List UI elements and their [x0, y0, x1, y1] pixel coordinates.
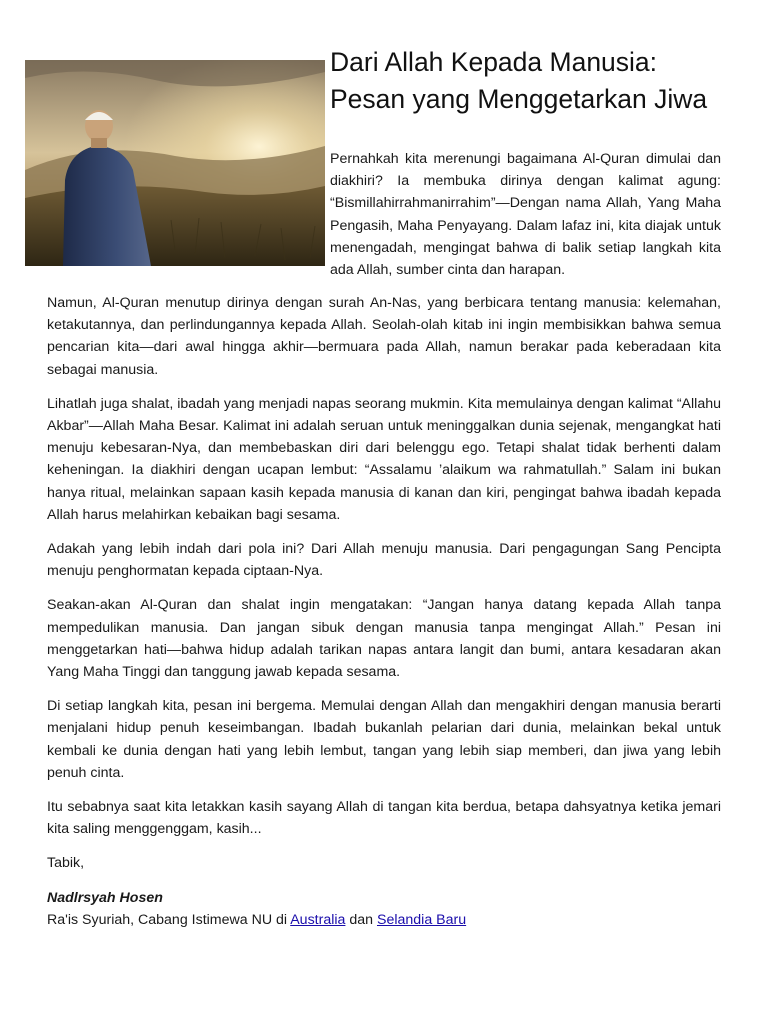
- paragraph-3: Adakah yang lebih indah dari pola ini? Dari Allah menuju manusia. Dari pengagungan Sang Pencipta menuju penghormatan kepada ciptaan-Nya.: [47, 541, 721, 580]
- photo-illustration: [25, 60, 325, 266]
- link-selandia-baru[interactable]: Selandia Baru: [376, 911, 467, 928]
- role-mid: dan: [345, 911, 377, 928]
- paragraph-5: Di setiap langkah kita, pesan ini bergema. Memulai dengan Allah dan mengakhiri dengan manusia berarti menjalani hidup penuh keseimbangan. Ibadah bukanlah pelarian dari dunia, melainkan bekal untuk kembali ke dunia dengan hati yang lebih lembut, tangan yang lebih siap memberi, dan jiwa yang lebih penuh cinta.: [47, 698, 721, 781]
- paragraph-1: Namun, Al-Quran menutup dirinya dengan surah An-Nas, yang berbicara tentang manusia: kelemahan, ketakutannya, dan perlindungannya kepada Allah. Seolah-olah kitab ini ingin membisikkan bahwa semua pencarian kita—dari awal hingga akhir—bermuara pada Allah, namun berakar pada keberadaan kita sebagai manusia.: [47, 295, 721, 378]
- article-title: [330, 44, 750, 118]
- title-line-1: Dari Allah Kepada Manusia:: [330, 47, 658, 77]
- man-praying-at-sunset-photo: [25, 60, 325, 266]
- link-australia[interactable]: Australia: [290, 911, 346, 928]
- role-prefix: Ra'is Syuriah, Cabang Istimewa NU di: [47, 911, 291, 928]
- title-line-2: Pesan yang Menggetarkan Jiwa: [330, 84, 708, 114]
- paragraph-4: Seakan-akan Al-Quran dan shalat ingin mengatakan: “Jangan hanya datang kepada Allah tanpa mempedulikan manusia. Dan jangan sibuk dengan manusia tanpa mengingat Allah.” Pesan ini menggetarkan hati—bahwa hidup adalah tarikan napas antara langit dan bumi, antara kesadaran akan Yang Maha Tinggi dan tanggung jawab kepada sesama.: [47, 597, 721, 681]
- paragraph-6: Itu sebabnya saat kita letakkan kasih sayang Allah di tangan kita berdua, betapa dahsyatnya ketika jemari kita saling menggenggam, kasih...: [47, 799, 721, 838]
- article-body: [47, 292, 721, 931]
- author-role: [47, 909, 721, 931]
- closing-greeting: Tabik,: [47, 855, 85, 872]
- author-name: Nadlrsyah Hosen: [47, 889, 163, 906]
- paragraph-2: Lihatlah juga shalat, ibadah yang menjadi napas seorang mukmin. Kita memulainya dengan kalimat “Allahu Akbar”—Allah Maha Besar. Kalimat ini adalah seruan untuk meninggalkan dunia sejenak, mengangkat hati menuju kebesaran-Nya, dan membebaskan diri dari belenggu ego. Tetapi shalat tidak berhenti dalam keheningan. Ia diakhiri dengan ucapan lembut: “Assalamu ’alaikum wa rahmatullah.” Salam ini bukan hanya ritual, melainkan sapaan kasih kepada manusia di kanan dan kiri, pengingat bahwa ibadah kepada Allah harus melahirkan kebaikan bagi sesama.: [47, 395, 721, 523]
- intro-paragraph: Pernahkah kita merenungi bagaimana Al-Quran dimulai dan diakhiri? Ia membuka dirinya dengan kalimat agung: “Bismillahirrahmanirrahim”—Dengan nama Allah, Yang Maha Pengasih, Maha Penyayang. Dalam lafaz ini, kita diajak untuk menengadah, mengingat bahwa di balik setiap langkah kita ada Allah, sumber cinta dan harapan.: [330, 151, 721, 279]
